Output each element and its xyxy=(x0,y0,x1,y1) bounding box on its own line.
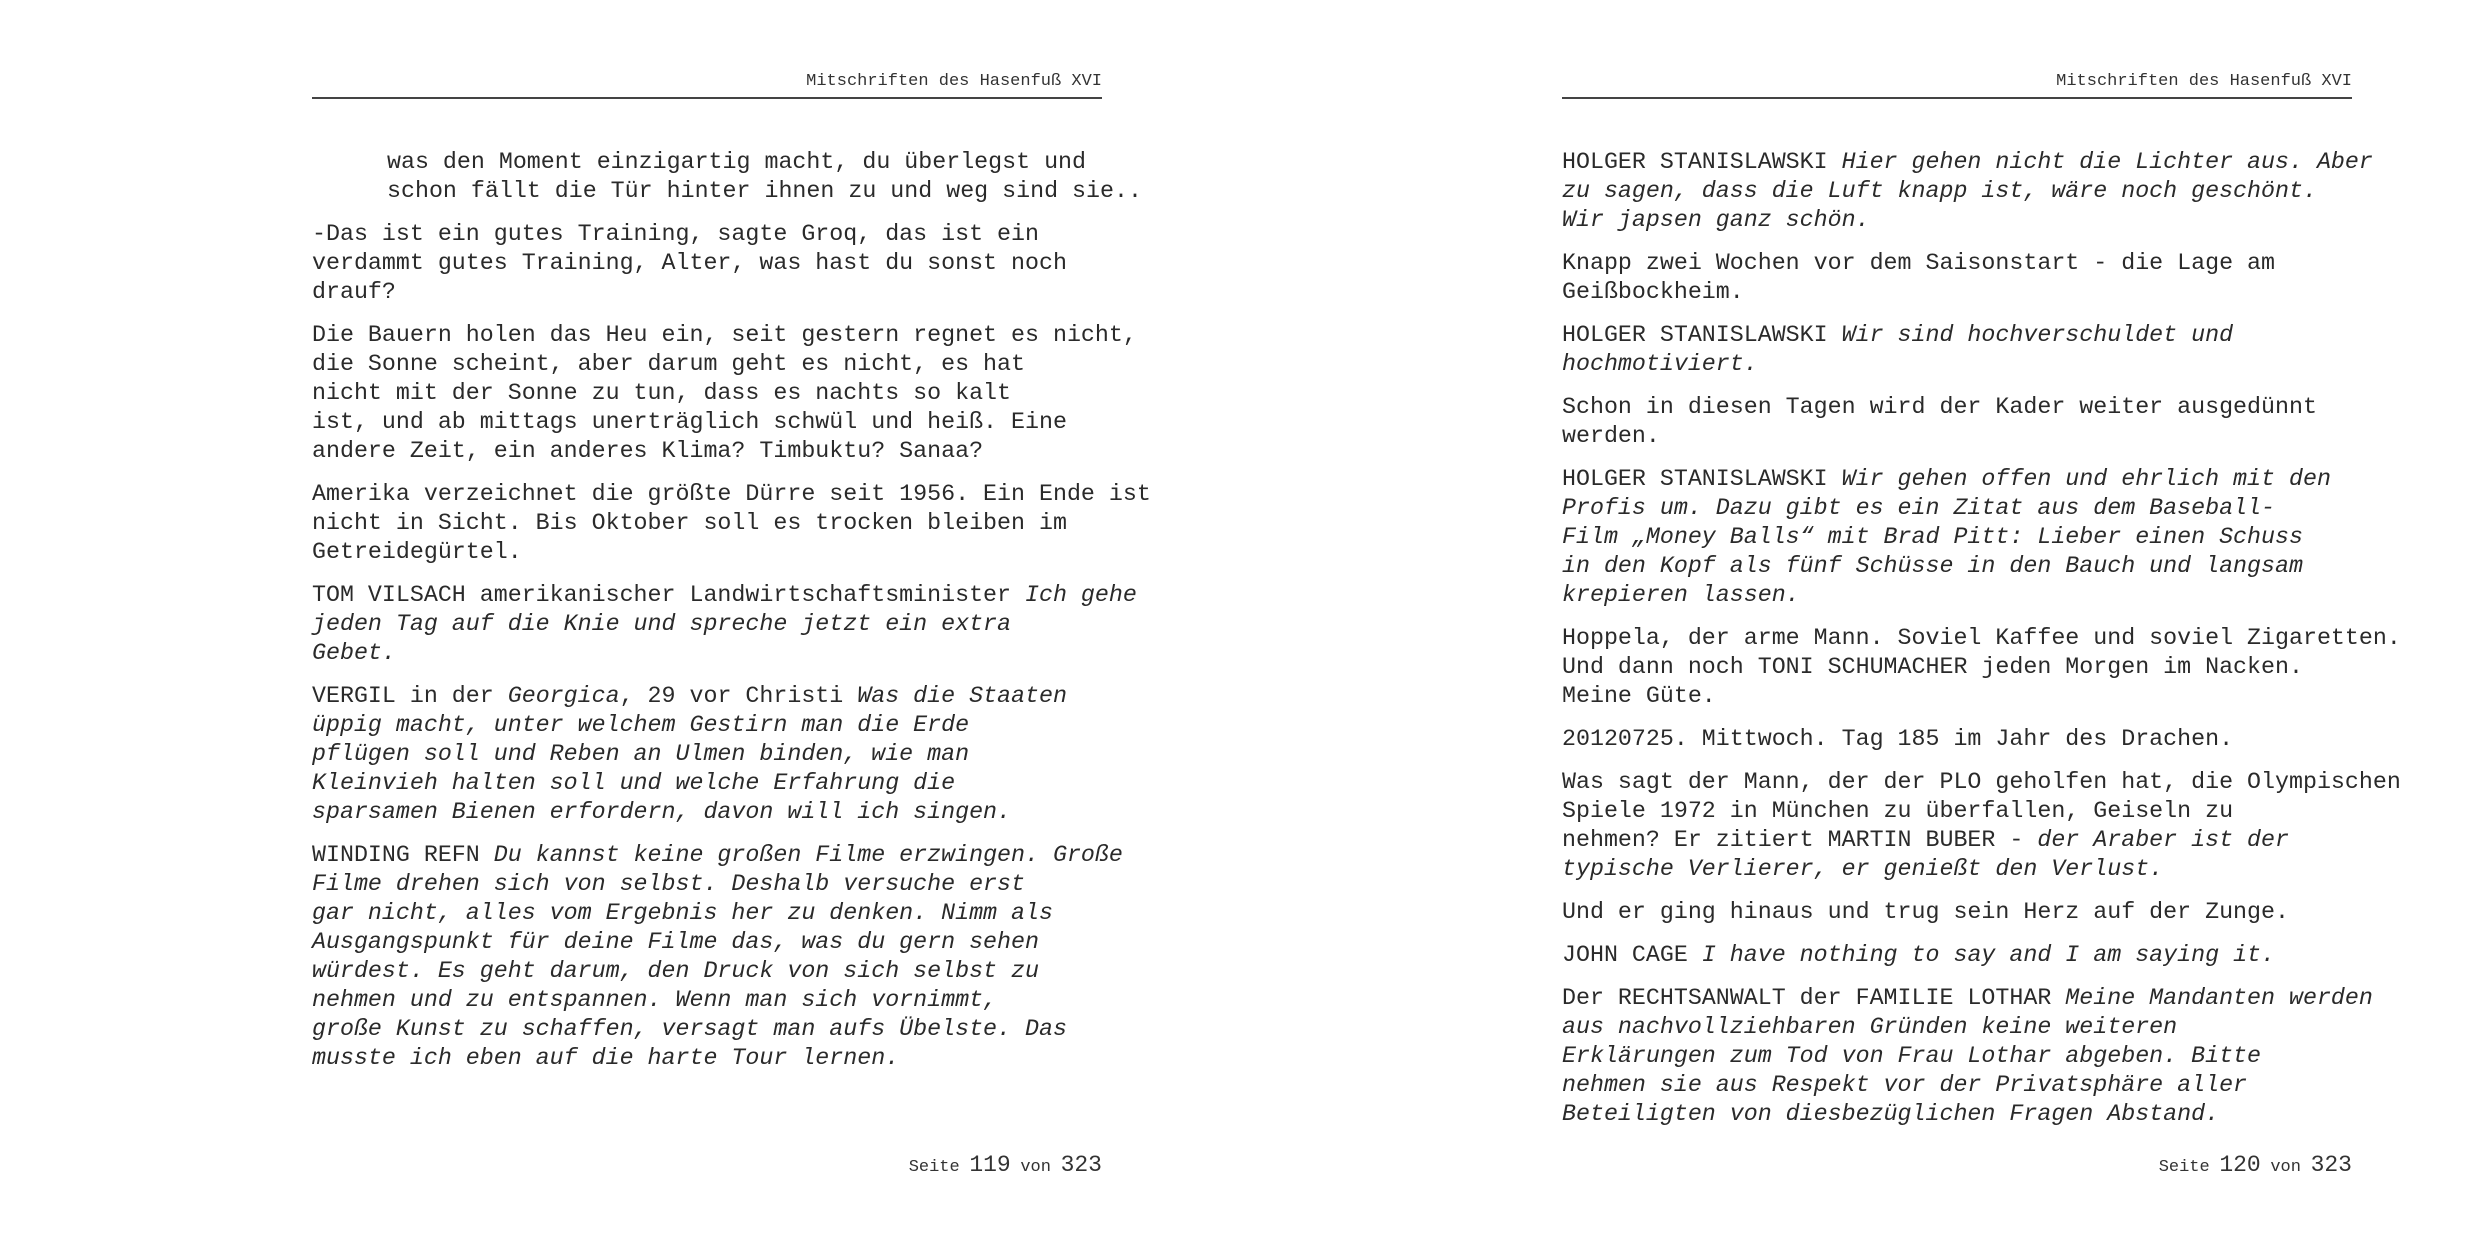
text-segment: nehmen? Er zitiert MARTIN BUBER - xyxy=(1562,827,2038,853)
quote-paragraph xyxy=(312,581,1137,668)
paragraph xyxy=(312,321,1137,466)
speaker: VERGIL in der xyxy=(312,683,508,709)
page-number xyxy=(909,1152,1102,1178)
text-line: Und er ging hinaus und trug sein Herz auf der Zunge. xyxy=(1562,899,2289,925)
folio-number: 119 xyxy=(969,1152,1011,1178)
header-rule xyxy=(1562,97,2352,99)
quote-text: Meine Mandanten werden xyxy=(2065,985,2373,1011)
text-line: Spiele 1972 in München zu überfallen, Geiseln zu xyxy=(1562,798,2234,824)
text-line: Knapp zwei Wochen vor dem Saisonstart - die Lage am xyxy=(1562,250,2276,276)
quote-text: üppig macht, unter welchem Gestirn man die Erde xyxy=(312,712,970,738)
quote-text: würdest. Es geht darum, den Druck von sich selbst zu xyxy=(312,958,1039,984)
speaker: JOHN CAGE xyxy=(1562,942,1702,968)
left-page xyxy=(312,0,1151,1240)
text-line: Die Bauern holen das Heu ein, seit gestern regnet es nicht, xyxy=(312,322,1137,348)
text-line: Amerika verzeichnet die größte Dürre seit 1956. Ein Ende ist xyxy=(312,481,1151,507)
speaker: TOM VILSACH amerikanischer Landwirtschaftsminister xyxy=(312,582,1026,608)
folio-label: von xyxy=(2270,1158,2301,1177)
text-line: -Das ist ein gutes Training, sagte Groq, das ist ein xyxy=(312,221,1039,247)
text-line: 20120725. Mittwoch. Tag 185 im Jahr des Drachen. xyxy=(1562,726,2234,752)
text-line: was den Moment einzigartig macht, du überlegst und xyxy=(387,149,1087,175)
text-line: Meine Güte. xyxy=(1562,683,1716,709)
quote-paragraph xyxy=(1562,465,2352,610)
quote-text: in den Kopf als fünf Schüsse in den Bauch und langsam xyxy=(1562,553,2303,579)
quote-text: Beteiligten von diesbezüglichen Fragen Abstand. xyxy=(1562,1101,2220,1127)
text-line xyxy=(1562,465,2352,494)
source-note: , 29 vor Christi xyxy=(619,683,858,709)
quote-text: Film „Money Balls“ mit Brad Pitt: Lieber einen Schuss xyxy=(1562,524,2303,550)
date-entry xyxy=(1562,725,2352,754)
text-line: die Sonne scheint, aber darum geht es nicht, es hat xyxy=(312,351,1026,377)
quote-text: Wir sind hochverschuldet und xyxy=(1841,322,2234,348)
left-page-body xyxy=(312,148,1151,1087)
text-line: schon fällt die Tür hinter ihnen zu und weg sind sie.. xyxy=(387,178,1142,204)
text-line: Getreidegürtel. xyxy=(312,539,522,565)
quote-text: musste ich eben auf die harte Tour lernen. xyxy=(312,1045,900,1071)
text-line: Geißbockheim. xyxy=(1562,279,1744,305)
folio-label: Seite xyxy=(908,1158,960,1177)
quote-text: Wir japsen ganz schön. xyxy=(1562,207,1870,233)
text-line xyxy=(1562,826,2352,855)
text-line xyxy=(1562,148,2373,177)
quote-text: pflügen soll und Reben an Ulmen binden, wie man xyxy=(312,741,970,767)
text-line xyxy=(312,581,1137,610)
text-line: Schon in diesen Tagen wird der Kader weiter ausgedünnt xyxy=(1562,394,2317,420)
quote-text: I have nothing to say and I am saying it. xyxy=(1701,942,2276,968)
quote-text: Erklärungen zum Tod von Frau Lothar abgeben. Bitte xyxy=(1562,1043,2262,1069)
quote-text: typische Verlierer, er genießt den Verlust. xyxy=(1562,856,2164,882)
folio-label: von xyxy=(1020,1158,1051,1177)
quote-paragraph xyxy=(1562,321,2352,379)
text-line: nicht in Sicht. Bis Oktober soll es trocken bleiben im xyxy=(312,510,1067,536)
quote-paragraph xyxy=(312,841,1123,1073)
folio-label: Seite xyxy=(2158,1158,2210,1177)
quote-text: nehmen und zu entspannen. Wenn man sich vornimmt, xyxy=(312,987,998,1013)
running-head: Mitschriften des Hasenfuß XVI xyxy=(2056,72,2352,91)
quote-text: Kleinvieh halten soll und welche Erfahrung die xyxy=(312,770,956,796)
paragraph xyxy=(1562,249,2352,307)
quote-paragraph xyxy=(1562,984,2373,1129)
quote-text: Ausgangspunkt für deine Filme das, was du gern sehen xyxy=(312,929,1039,955)
paragraph xyxy=(1562,393,2352,451)
text-line: ist, und ab mittags unerträglich schwül und heiß. Eine xyxy=(312,409,1067,435)
quote-text: krepieren lassen. xyxy=(1562,582,1800,608)
text-line: drauf? xyxy=(312,279,396,305)
quote-text: der Araber ist der xyxy=(2037,827,2289,853)
quote-text: Gebet. xyxy=(312,640,396,666)
text-line xyxy=(312,682,1102,711)
paragraph xyxy=(312,220,1102,307)
paragraph xyxy=(312,480,1151,567)
quote-text: Hier gehen nicht die Lichter aus. Aber xyxy=(1841,149,2373,175)
text-line xyxy=(1562,941,2352,970)
paragraph xyxy=(1562,768,2401,884)
paragraph-continuation xyxy=(312,148,1142,206)
quote-text: Filme drehen sich von selbst. Deshalb versuche erst xyxy=(312,871,1026,897)
quote-text: Wir gehen offen und ehrlich mit den xyxy=(1841,466,2331,492)
text-line: Und dann noch TONI SCHUMACHER jeden Morgen im Nacken. xyxy=(1562,654,2303,680)
quote-text: gar nicht, alles vom Ergebnis her zu denken. Nimm als xyxy=(312,900,1053,926)
text-line: Hoppela, der arme Mann. Soviel Kaffee und soviel Zigaretten. xyxy=(1562,625,2401,651)
speaker: HOLGER STANISLAWSKI xyxy=(1562,149,1842,175)
speaker: WINDING REFN xyxy=(312,842,494,868)
quote-paragraph xyxy=(1562,941,2352,970)
right-page xyxy=(1562,0,2401,1240)
quote-text: große Kunst zu schaffen, versagt man aufs Übelste. Das xyxy=(312,1016,1067,1042)
text-line xyxy=(1562,321,2352,350)
quote-text: nehmen sie aus Respekt vor der Privatsphäre aller xyxy=(1562,1072,2248,1098)
text-line xyxy=(1562,984,2373,1013)
quote-text: sparsamen Bienen erfordern, davon will ich singen. xyxy=(312,799,1012,825)
work-title: Georgica xyxy=(507,683,620,709)
text-line: verdammt gutes Training, Alter, was hast du sonst noch xyxy=(312,250,1067,276)
speaker: HOLGER STANISLAWSKI xyxy=(1562,322,1842,348)
running-head: Mitschriften des Hasenfuß XVI xyxy=(806,72,1102,91)
text-line: nicht mit der Sonne zu tun, dass es nachts so kalt xyxy=(312,380,1012,406)
quote-text: Du kannst keine großen Filme erzwingen. Große xyxy=(493,842,1123,868)
folio-number: 120 xyxy=(2219,1152,2261,1178)
folio-total: 323 xyxy=(2310,1152,2352,1178)
right-page-body xyxy=(1562,148,2401,1143)
paragraph xyxy=(1562,898,2352,927)
quote-text: jeden Tag auf die Knie und spreche jetzt ein extra xyxy=(312,611,1012,637)
quote-text: Ich gehe xyxy=(1025,582,1137,608)
page-number xyxy=(2159,1152,2352,1178)
quote-paragraph xyxy=(1562,148,2373,235)
paragraph xyxy=(1562,624,2401,711)
quote-text: zu sagen, dass die Luft knapp ist, wäre noch geschönt. xyxy=(1562,178,2317,204)
folio-total: 323 xyxy=(1060,1152,1102,1178)
quote-text: hochmotiviert. xyxy=(1562,351,1758,377)
quote-paragraph xyxy=(312,682,1102,827)
quote-text: Profis um. Dazu gibt es ein Zitat aus dem Baseball- xyxy=(1562,495,2276,521)
quote-text: Was die Staaten xyxy=(857,683,1067,709)
speaker: Der RECHTSANWALT der FAMILIE LOTHAR xyxy=(1562,985,2066,1011)
speaker: HOLGER STANISLAWSKI xyxy=(1562,466,1842,492)
text-line: werden. xyxy=(1562,423,1660,449)
text-line xyxy=(312,841,1123,870)
text-line: Was sagt der Mann, der der PLO geholfen hat, die Olympischen xyxy=(1562,769,2401,795)
header-rule xyxy=(312,97,1102,99)
quote-text: aus nachvollziehbaren Gründen keine weiteren xyxy=(1562,1014,2178,1040)
text-line: andere Zeit, ein anderes Klima? Timbuktu? Sanaa? xyxy=(312,438,984,464)
